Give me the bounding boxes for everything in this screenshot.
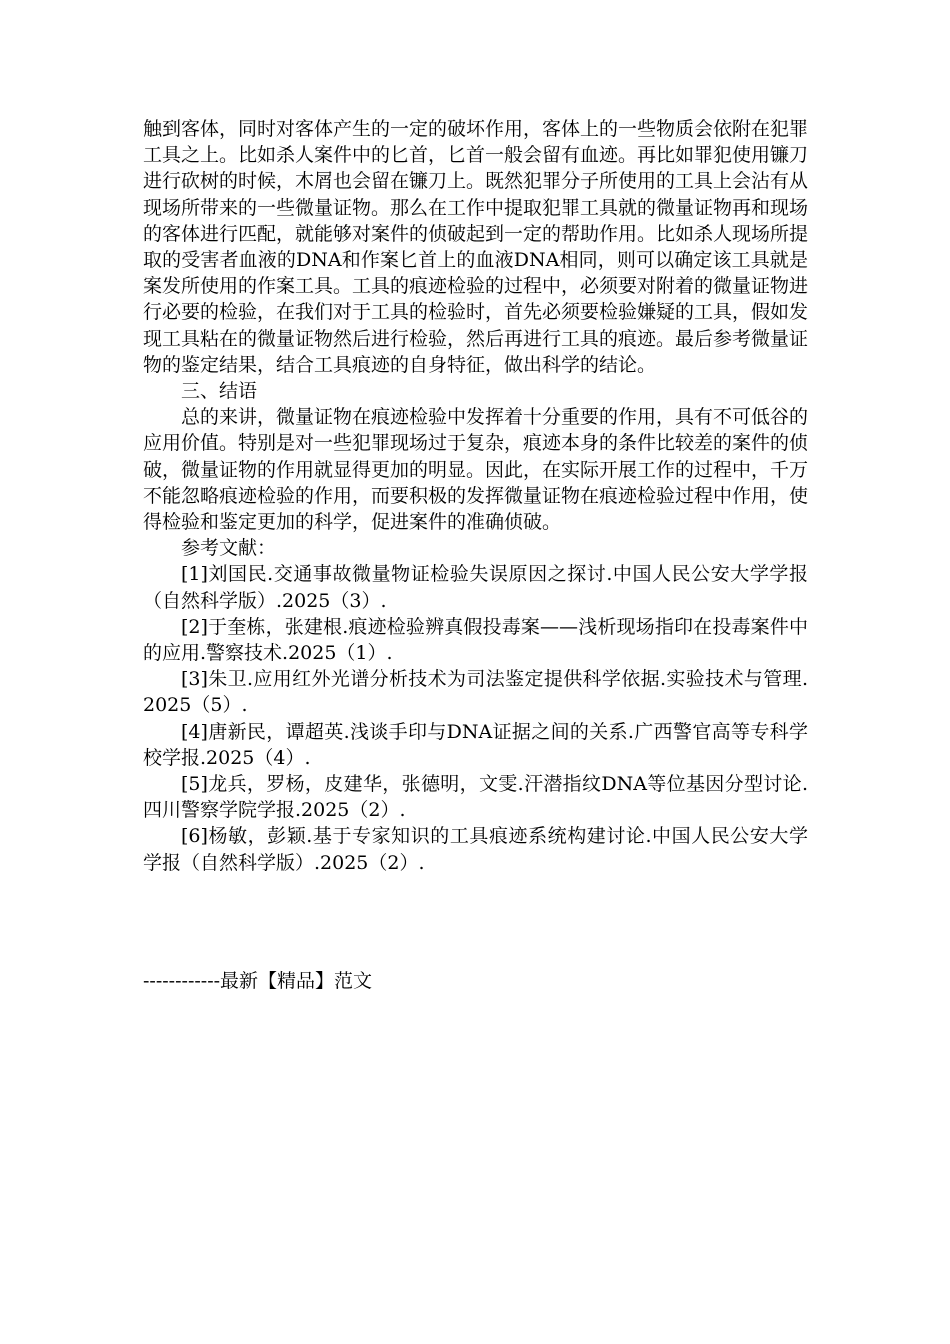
conclusion-paragraph: 总的来讲，微量证物在痕迹检验中发挥着十分重要的作用，具有不可低谷的应用价值。特别是对一些犯罪现场过于复杂，痕迹本身的条件比较差的案件的侦破，微量证物的作用就显得更加的明显。因此，在实际开展工作的过程中，千万不能忽略痕迹检验的作用，而要积极的发挥微量证物在痕迹检验过程中作用，使得检验和鉴定更加的科学，促进案件的准确侦破。 (143, 406, 809, 534)
reference-item: [4]唐新民，谭超英.浅谈手印与DNA证据之间的关系.广西警官高等专科学校学报.2025（4）. (143, 720, 808, 769)
reference-item: [6]杨敏，彭颖.基于专家知识的工具痕迹系统构建讨论.中国人民公安大学学报（自然科学版）.2025（2）. (143, 825, 808, 874)
reference-item: [5]龙兵，罗杨，皮建华，张德明，文雯.汗潜指纹DNA等位基因分型讨论.四川警察学院学报.2025（2）. (143, 773, 808, 822)
reference-item: [2]于奎栋，张建根.痕迹检验辨真假投毒案——浅析现场指印在投毒案件中的应用.警察技术.2025（1）. (143, 615, 808, 665)
reference-item: [1]刘国民.交通事故微量物证检验失误原因之探讨.中国人民公安大学学报（自然科学版）.2025（3）. (143, 563, 808, 612)
section-heading: 三、结语 (181, 380, 258, 403)
references-heading: 参考文献： (181, 537, 277, 560)
document-body (143, 116, 808, 876)
body-paragraph: 触到客体，同时对客体产生的一定的破坏作用，客体上的一些物质会依附在犯罪工具之上。比如杀人案件中的匕首，匕首一般会留有血迹。再比如罪犯使用镰刀进行砍树的时候，木屑也会留在镰刀上。既然犯罪分子所使用的工具上会沾有从现场所带来的一些微量证物。那么在工作中提取犯罪工具就的微量证物再和现场的客体进行匹配，就能够对案件的侦破起到一定的帮助作用。比如杀人现场所提取的受害者血液的DNA和作案匕首上的血液DNA相同，则可以确定该工具就是案发所使用的作案工具。工具的痕迹检验的过程中，必须要对附着的微量证物进行必要的检验，在我们对于工具的检验时，首先必须要检验嫌疑的工具，假如发现工具粘在的微量证物然后进行检验，然后再进行工具的痕迹。最后参考微量证物的鉴定结果，结合工具痕迹的自身特征，做出科学的结论。 (143, 118, 809, 376)
footer-text: ------------最新【精品】范文 (143, 970, 373, 992)
reference-item: [3]朱卫.应用红外光谱分析技术为司法鉴定提供科学依据.实验技术与管理.2025（5）. (143, 668, 808, 717)
